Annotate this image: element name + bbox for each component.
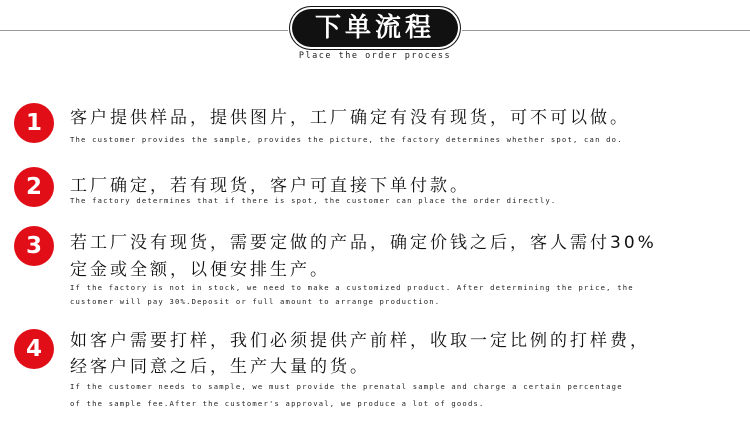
step-text-en-line-1: If the factory is not in stock, we need to make a customized product. After determining the price, the xyxy=(70,283,634,292)
page-header xyxy=(0,0,750,70)
step-number-badge: 2 xyxy=(14,167,54,207)
header-divider-right xyxy=(462,30,750,31)
page-title: 下单流程 xyxy=(314,13,435,43)
step-text-zh-line-2: 定金或全额，以便安排生产。 xyxy=(70,260,330,280)
step-number-badge: 4 xyxy=(14,329,54,369)
step-text-en-line-2: of the sample fee.After the customer's approval, we produce a lot of goods. xyxy=(70,399,485,408)
step-text-zh: 客户提供样品，提供图片，工厂确定有没有现货，可不可以做。 xyxy=(70,108,630,128)
header-divider-left xyxy=(0,30,288,31)
step-text-en-line-2: customer will pay 30%.Deposit or full amount to arrange production. xyxy=(70,297,441,306)
step-text-zh-line-1: 如客户需要打样，我们必须提供产前样，收取一定比例的打样费， xyxy=(70,331,650,351)
step-number-badge: 1 xyxy=(14,103,54,143)
step-text-zh-line-1: 若工厂没有现货，需要定做的产品，确定价钱之后，客人需付30% xyxy=(70,233,657,253)
step-text-zh-line-2: 经客户同意之后，生产大量的货。 xyxy=(70,357,370,377)
step-text-en: The customer provides the sample, provides the picture, the factory determines whether spot, can do. xyxy=(70,135,623,144)
step-text-zh: 工厂确定，若有现货，客户可直接下单付款。 xyxy=(70,176,470,196)
step-text-en-line-1: If the customer needs to sample, we must provide the prenatal sample and charge a certain percentage xyxy=(70,382,623,391)
step-number-badge: 3 xyxy=(14,226,54,266)
page-subtitle: Place the order process xyxy=(298,51,452,61)
step-text-en: The factory determines that if there is spot, the customer can place the order directly. xyxy=(70,196,557,205)
